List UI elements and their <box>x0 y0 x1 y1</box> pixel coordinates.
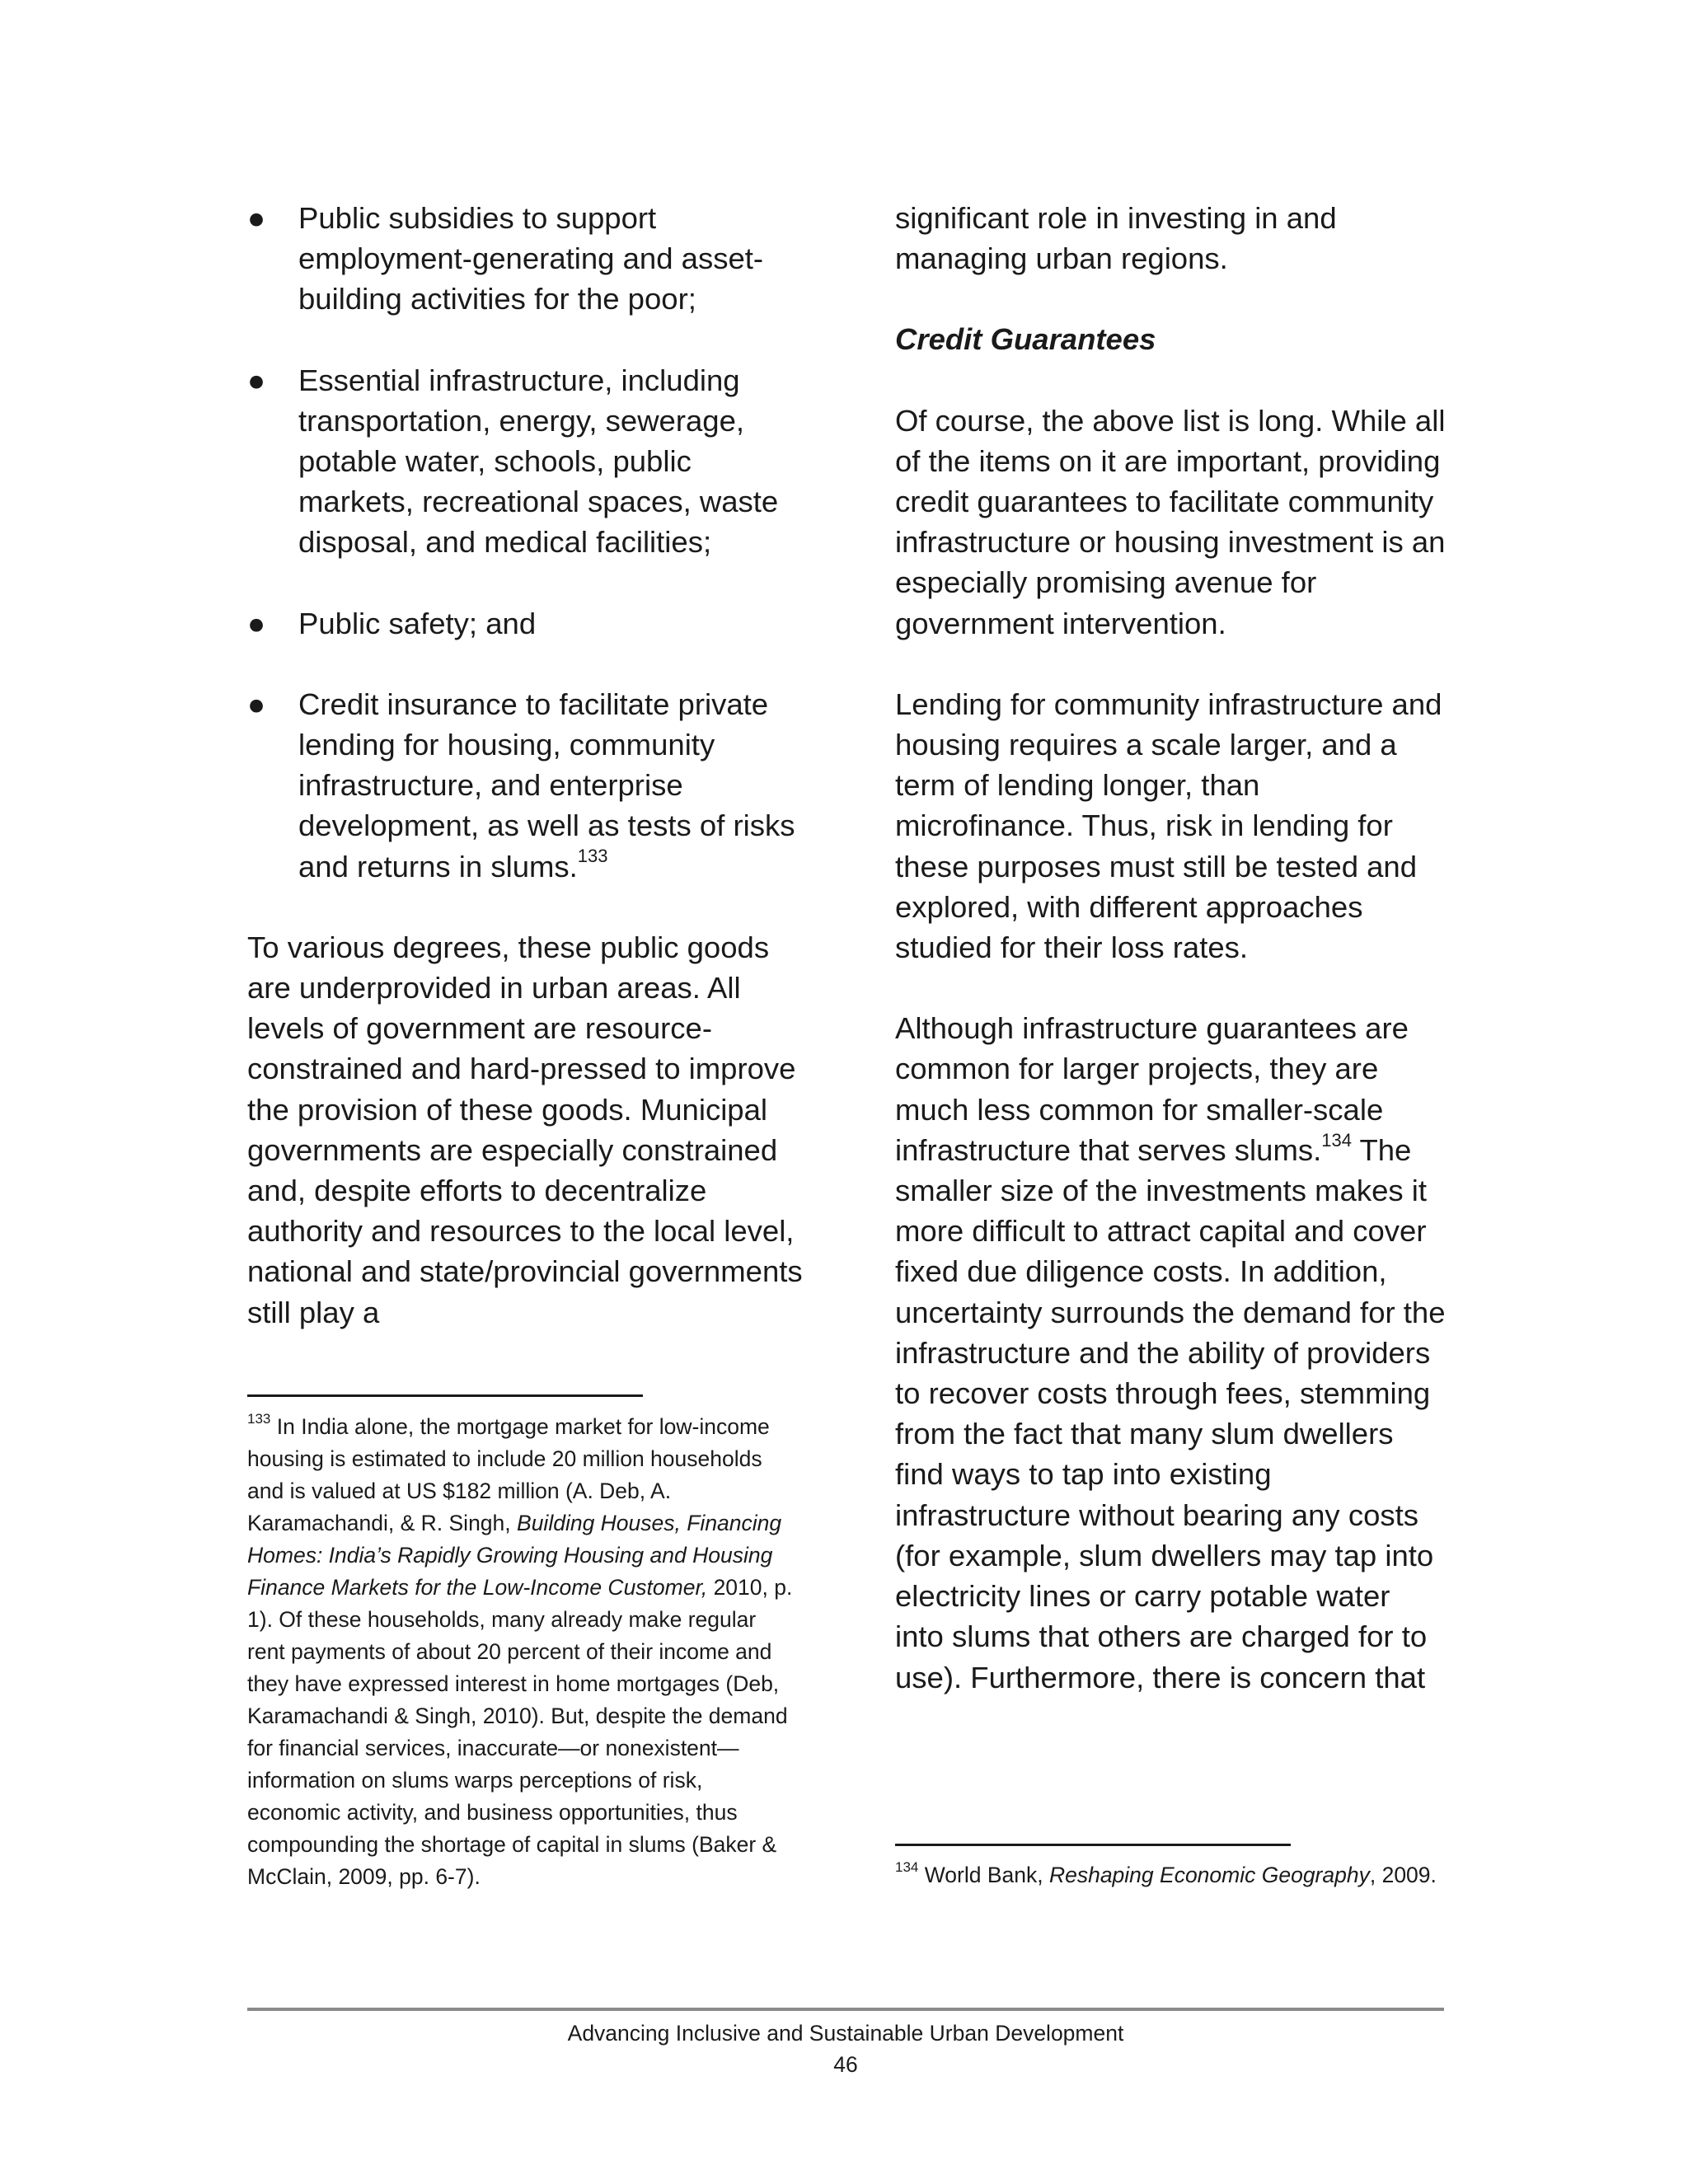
section-heading: Credit Guarantees <box>895 322 1156 357</box>
paragraph-text: Although infrastructure guarantees are common for larger projects, they are much less common for smaller-scale infrastructure that serves slums. <box>895 1011 1409 1167</box>
footnote-ref-134[interactable]: 134 <box>1321 1129 1352 1151</box>
footnote-text: In India alone, the mortgage market for low-income housing is estimated to include 20 million households and is valued at US $182 million (A. Deb, A. Karamachandi, & R. Singh, <box>247 1414 770 1535</box>
footer-divider <box>247 2008 1444 2011</box>
footnote-text: 2010, p. 1). Of these households, many already make regular rent payments of about 20 percent of their income and they have expressed interest in home mortgages (Deb, Karamachandi & Singh, 2010). But, despite the demand for financial services, inaccurate—or nonexistent—information on slums warps perceptions of risk, economic activity, and business opportunities, thus compounding the shortage of capital in slums (Baker & McClain, 2009, pp. 6-7). <box>247 1575 793 1889</box>
page-number: 46 <box>833 2052 858 2077</box>
bullet-icon: ● <box>247 606 266 640</box>
body-paragraph: To various degrees, these public goods are underprovided in urban areas. All levels of government are resource-constrained and hard-pressed to improve the provision of these goods. Municipal governments are especially constrained and, despite efforts to decentralize authority and resources to the local level, national and state/provincial governments still play a <box>247 930 803 1329</box>
list-item <box>247 360 808 563</box>
body-paragraph: Of course, the above list is long. While all of the items on it are important, providing credit guarantees to facilitate community infrastructure or housing investment is an especially promising avenue for government intervention. <box>895 403 1446 640</box>
list-item <box>247 198 808 320</box>
body-paragraph <box>895 1008 1446 1697</box>
bullet-text: Public subsidies to support employment-generating and asset-building activities for the poor; <box>298 201 764 316</box>
footnote-ref-133[interactable]: 133 <box>577 846 608 867</box>
list-item <box>247 603 808 644</box>
footer-title: Advancing Inclusive and Sustainable Urban Development <box>567 2021 1124 2046</box>
footnote-134 <box>895 1859 1446 1891</box>
bullet-text: Credit insurance to facilitate private lending for housing, community infrastructure, and enterprise development, as well as tests of risks and returns in slums. <box>298 687 795 883</box>
paragraph-text: The smaller size of the investments makes it more difficult to attract capital and cover fixed due diligence costs. In addition, uncertainty surrounds the demand for the infrastructure and the ability of providers to recover costs through fees, stemming from the fact that many slum dwellers find ways to tap into existing infrastructure without bearing any costs (for example, slum dwellers may tap into electricity lines or carry potable water into slums that others are charged for to use). Furthermore, there is concern that <box>895 1132 1446 1694</box>
footnote-number: 133 <box>247 1411 271 1427</box>
bullet-icon: ● <box>247 687 266 721</box>
body-paragraph-continuation: significant role in investing in and managing urban regions. <box>895 201 1337 276</box>
bullet-icon: ● <box>247 201 266 235</box>
list-item <box>247 684 808 887</box>
left-column <box>247 198 808 1333</box>
footnote-separator <box>247 1394 643 1397</box>
footnote-text: , 2009. <box>1369 1863 1437 1887</box>
footnote-text: World Bank, <box>918 1863 1049 1887</box>
footnote-133 <box>247 1411 798 1893</box>
footnote-number: 134 <box>895 1859 919 1876</box>
bullet-text: Essential infrastructure, including transportation, energy, sewerage, potable water, schools, public markets, recreational spaces, waste disposal, and medical facilities; <box>298 363 779 560</box>
bullet-list <box>247 198 808 887</box>
body-paragraph: Lending for community infrastructure and housing requires a scale larger, and a term of lending longer, than microfinance. Thus, risk in lending for these purposes must still be tested and explored, with different approaches studied for their loss rates. <box>895 687 1442 965</box>
footnote-separator <box>895 1844 1291 1846</box>
right-column <box>895 198 1446 1698</box>
footnote-citation-title: Reshaping Economic Geography <box>1048 1863 1370 1887</box>
footnote-citation-title: Building Houses, Financing Homes: India’s Rapidly Growing Housing and Housing Finance Markets for the Low-Income Customer, <box>247 1511 782 1600</box>
bullet-icon: ● <box>247 363 266 397</box>
bullet-text: Public safety; and <box>298 606 537 640</box>
